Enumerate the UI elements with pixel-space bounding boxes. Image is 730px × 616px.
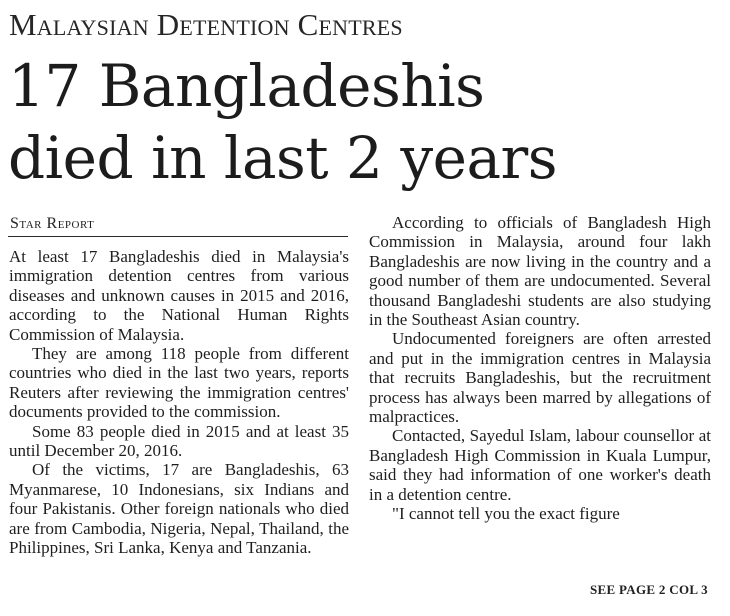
article-column-left [9, 247, 349, 558]
article-paragraph: According to officials of Bangladesh High Commission in Malaysia, around four lakh Bangladeshis are now living in the country and a good number of them are undocumented. Several thousand Bangladeshi students are also studying in the Southeast Asian country. [369, 213, 711, 330]
section-kicker: Malaysian Detention Centres [9, 7, 403, 42]
article-column-right [369, 213, 711, 524]
headline [8, 50, 557, 194]
article-paragraph: They are among 118 people from different countries who died in the last two years, reports Reuters after reviewing the immigration centres' documents provided to the commission. [9, 344, 349, 422]
byline-divider [8, 236, 348, 237]
article-paragraph: Undocumented foreigners are often arrested and put in the immigration centres in Malaysia that recruits Bangladeshis, but the recruitment process has always been marred by allegations of malpractices. [369, 329, 711, 427]
headline-line-1: 17 Bangladeshis [8, 52, 485, 120]
headline-line-2: died in last 2 years [8, 124, 558, 192]
article-paragraph: Contacted, Sayedul Islam, labour counsellor at Bangladesh High Commission in Kuala Lumpur, said they had information of one worker's death in a detention centre. [369, 426, 711, 504]
article-paragraph: Some 83 people died in 2015 and at least 35 until December 20, 2016. [9, 421, 349, 461]
article-paragraph: "I cannot tell you the exact figure [392, 504, 620, 524]
article-paragraph: Of the victims, 17 are Bangladeshis, 63 Myanmarese, 10 Indonesians, six Indians and four Pakistanis. Other foreign nationals who died are from Cambodia, Nigeria, Nepal, Thailand, the Philippines, Sri Lanka, Kenya and Tanzania. [9, 460, 349, 558]
byline: Star Report [10, 215, 95, 232]
continuation-link[interactable]: SEE PAGE 2 COL 3 [590, 582, 708, 597]
article-paragraph: At least 17 Bangladeshis died in Malaysia's immigration detention centres from various diseases and unknown causes in 2015 and 2016, according to the National Human Rights Commission of Malaysia. [9, 247, 349, 344]
